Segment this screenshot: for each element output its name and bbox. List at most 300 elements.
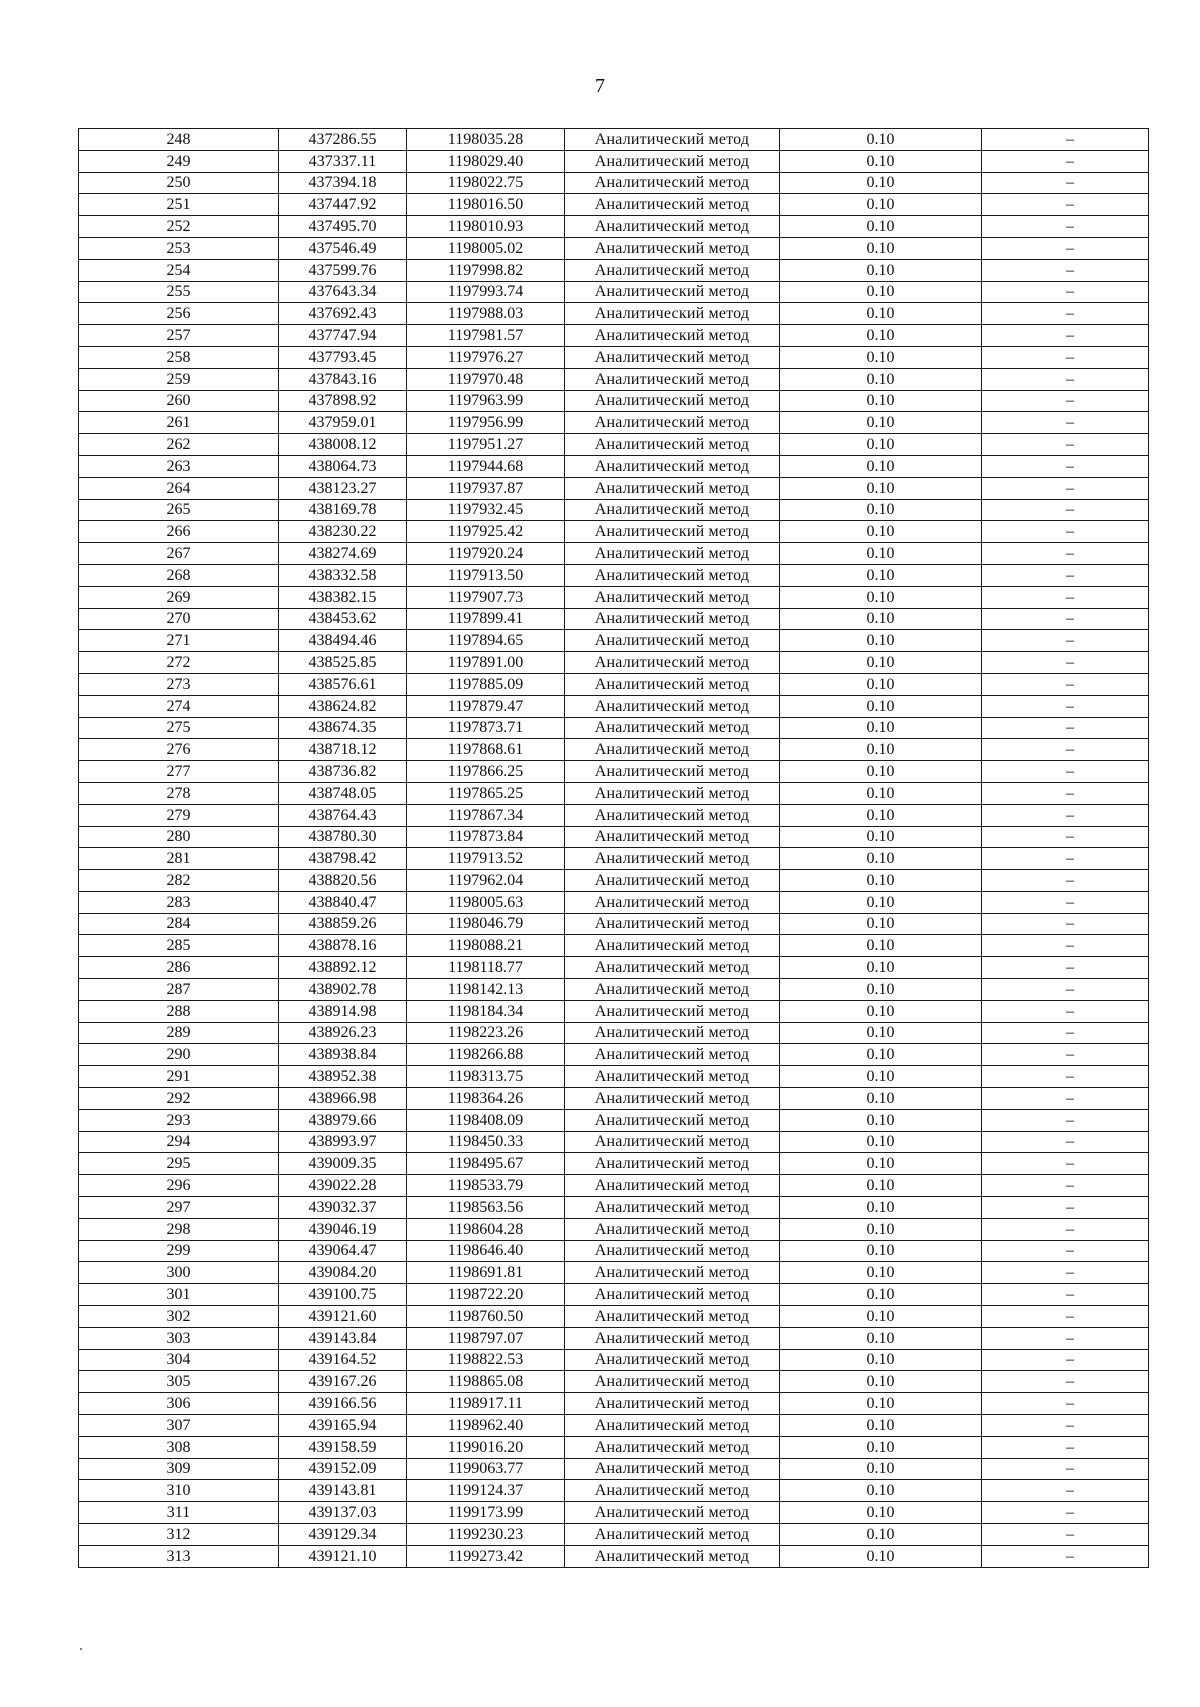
point-number-cell: 254: [79, 259, 279, 281]
y-coordinate-cell: 1199273.42: [407, 1545, 565, 1567]
accuracy-cell: 0.10: [780, 303, 982, 325]
x-coordinate-cell: 438576.61: [279, 673, 407, 695]
y-coordinate-cell: 1199230.23: [407, 1524, 565, 1546]
method-cell: Аналитический метод: [565, 717, 780, 739]
point-number-cell: 305: [79, 1371, 279, 1393]
x-coordinate-cell: 438914.98: [279, 1000, 407, 1022]
x-coordinate-cell: 439009.35: [279, 1153, 407, 1175]
table-row: [79, 586, 1149, 608]
accuracy-cell: 0.10: [780, 1044, 982, 1066]
method-cell: Аналитический метод: [565, 1022, 780, 1044]
note-cell: –: [982, 325, 1149, 347]
y-coordinate-cell: 1197867.34: [407, 804, 565, 826]
point-number-cell: 259: [79, 368, 279, 390]
method-cell: Аналитический метод: [565, 1131, 780, 1153]
table-row: [79, 499, 1149, 521]
method-cell: Аналитический метод: [565, 739, 780, 761]
method-cell: Аналитический метод: [565, 935, 780, 957]
table-row: [79, 935, 1149, 957]
x-coordinate-cell: 438764.43: [279, 804, 407, 826]
x-coordinate-cell: 438993.97: [279, 1131, 407, 1153]
accuracy-cell: 0.10: [780, 390, 982, 412]
method-cell: Аналитический метод: [565, 695, 780, 717]
note-cell: –: [982, 1349, 1149, 1371]
note-cell: –: [982, 194, 1149, 216]
table-row: [79, 695, 1149, 717]
method-cell: Аналитический метод: [565, 1000, 780, 1022]
note-cell: –: [982, 957, 1149, 979]
accuracy-cell: 0.10: [780, 1436, 982, 1458]
note-cell: –: [982, 1415, 1149, 1437]
table-row: [79, 1480, 1149, 1502]
note-cell: –: [982, 521, 1149, 543]
method-cell: Аналитический метод: [565, 303, 780, 325]
accuracy-cell: 0.10: [780, 1153, 982, 1175]
x-coordinate-cell: 437495.70: [279, 216, 407, 238]
method-cell: Аналитический метод: [565, 434, 780, 456]
note-cell: –: [982, 346, 1149, 368]
y-coordinate-cell: 1198022.75: [407, 172, 565, 194]
method-cell: Аналитический метод: [565, 1349, 780, 1371]
note-cell: –: [982, 1327, 1149, 1349]
y-coordinate-cell: 1199173.99: [407, 1502, 565, 1524]
point-number-cell: 253: [79, 237, 279, 259]
point-number-cell: 286: [79, 957, 279, 979]
note-cell: –: [982, 1262, 1149, 1284]
table-row: [79, 434, 1149, 456]
accuracy-cell: 0.10: [780, 564, 982, 586]
point-number-cell: 252: [79, 216, 279, 238]
method-cell: Аналитический метод: [565, 913, 780, 935]
point-number-cell: 265: [79, 499, 279, 521]
x-coordinate-cell: 438780.30: [279, 826, 407, 848]
y-coordinate-cell: 1198046.79: [407, 913, 565, 935]
table-row: [79, 717, 1149, 739]
x-coordinate-cell: 438798.42: [279, 848, 407, 870]
note-cell: –: [982, 1022, 1149, 1044]
table-row: [79, 957, 1149, 979]
method-cell: Аналитический метод: [565, 172, 780, 194]
method-cell: Аналитический метод: [565, 848, 780, 870]
x-coordinate-cell: 439129.34: [279, 1524, 407, 1546]
y-coordinate-cell: 1197866.25: [407, 761, 565, 783]
y-coordinate-cell: 1197899.41: [407, 608, 565, 630]
x-coordinate-cell: 437793.45: [279, 346, 407, 368]
table-row: [79, 216, 1149, 238]
point-number-cell: 272: [79, 652, 279, 674]
table-row: [79, 1218, 1149, 1240]
point-number-cell: 293: [79, 1109, 279, 1131]
point-number-cell: 251: [79, 194, 279, 216]
method-cell: Аналитический метод: [565, 1327, 780, 1349]
note-cell: –: [982, 1436, 1149, 1458]
y-coordinate-cell: 1197925.42: [407, 521, 565, 543]
method-cell: Аналитический метод: [565, 564, 780, 586]
point-number-cell: 263: [79, 455, 279, 477]
table-row: [79, 630, 1149, 652]
point-number-cell: 267: [79, 543, 279, 565]
note-cell: –: [982, 259, 1149, 281]
point-number-cell: 256: [79, 303, 279, 325]
x-coordinate-cell: 438274.69: [279, 543, 407, 565]
table-row: [79, 913, 1149, 935]
coordinates-table: [78, 128, 1149, 1568]
note-cell: –: [982, 281, 1149, 303]
x-coordinate-cell: 438718.12: [279, 739, 407, 761]
table-row: [79, 172, 1149, 194]
y-coordinate-cell: 1198118.77: [407, 957, 565, 979]
table-row: [79, 1349, 1149, 1371]
y-coordinate-cell: 1197891.00: [407, 652, 565, 674]
note-cell: –: [982, 455, 1149, 477]
x-coordinate-cell: 438938.84: [279, 1044, 407, 1066]
point-number-cell: 276: [79, 739, 279, 761]
point-number-cell: 301: [79, 1284, 279, 1306]
accuracy-cell: 0.10: [780, 129, 982, 151]
table-row: [79, 1458, 1149, 1480]
y-coordinate-cell: 1198010.93: [407, 216, 565, 238]
table-row: [79, 1000, 1149, 1022]
point-number-cell: 255: [79, 281, 279, 303]
table-row: [79, 1502, 1149, 1524]
point-number-cell: 283: [79, 891, 279, 913]
point-number-cell: 275: [79, 717, 279, 739]
y-coordinate-cell: 1197913.52: [407, 848, 565, 870]
x-coordinate-cell: 437843.16: [279, 368, 407, 390]
y-coordinate-cell: 1198364.26: [407, 1088, 565, 1110]
accuracy-cell: 0.10: [780, 259, 982, 281]
point-number-cell: 284: [79, 913, 279, 935]
point-number-cell: 312: [79, 1524, 279, 1546]
x-coordinate-cell: 439046.19: [279, 1218, 407, 1240]
point-number-cell: 297: [79, 1197, 279, 1219]
x-coordinate-cell: 439032.37: [279, 1197, 407, 1219]
x-coordinate-cell: 439166.56: [279, 1393, 407, 1415]
x-coordinate-cell: 438008.12: [279, 434, 407, 456]
y-coordinate-cell: 1197988.03: [407, 303, 565, 325]
method-cell: Аналитический метод: [565, 1175, 780, 1197]
y-coordinate-cell: 1198691.81: [407, 1262, 565, 1284]
point-number-cell: 291: [79, 1066, 279, 1088]
x-coordinate-cell: 439084.20: [279, 1262, 407, 1284]
point-number-cell: 310: [79, 1480, 279, 1502]
accuracy-cell: 0.10: [780, 543, 982, 565]
point-number-cell: 268: [79, 564, 279, 586]
x-coordinate-cell: 439121.60: [279, 1306, 407, 1328]
y-coordinate-cell: 1197981.57: [407, 325, 565, 347]
x-coordinate-cell: 438624.82: [279, 695, 407, 717]
method-cell: Аналитический метод: [565, 1109, 780, 1131]
accuracy-cell: 0.10: [780, 368, 982, 390]
x-coordinate-cell: 438674.35: [279, 717, 407, 739]
x-coordinate-cell: 439167.26: [279, 1371, 407, 1393]
y-coordinate-cell: 1197963.99: [407, 390, 565, 412]
method-cell: Аналитический метод: [565, 586, 780, 608]
x-coordinate-cell: 439143.84: [279, 1327, 407, 1349]
x-coordinate-cell: 438926.23: [279, 1022, 407, 1044]
x-coordinate-cell: 439143.81: [279, 1480, 407, 1502]
accuracy-cell: 0.10: [780, 739, 982, 761]
method-cell: Аналитический метод: [565, 455, 780, 477]
x-coordinate-cell: 437337.11: [279, 150, 407, 172]
method-cell: Аналитический метод: [565, 979, 780, 1001]
method-cell: Аналитический метод: [565, 826, 780, 848]
accuracy-cell: 0.10: [780, 1022, 982, 1044]
accuracy-cell: 0.10: [780, 1306, 982, 1328]
table-body: [79, 129, 1149, 1568]
y-coordinate-cell: 1198005.02: [407, 237, 565, 259]
point-number-cell: 285: [79, 935, 279, 957]
accuracy-cell: 0.10: [780, 1000, 982, 1022]
table-row: [79, 477, 1149, 499]
x-coordinate-cell: 438525.85: [279, 652, 407, 674]
table-row: [79, 1088, 1149, 1110]
y-coordinate-cell: 1197937.87: [407, 477, 565, 499]
note-cell: –: [982, 695, 1149, 717]
table-row: [79, 455, 1149, 477]
y-coordinate-cell: 1198266.88: [407, 1044, 565, 1066]
accuracy-cell: 0.10: [780, 891, 982, 913]
note-cell: –: [982, 1131, 1149, 1153]
accuracy-cell: 0.10: [780, 1175, 982, 1197]
x-coordinate-cell: 438123.27: [279, 477, 407, 499]
note-cell: –: [982, 848, 1149, 870]
y-coordinate-cell: 1198184.34: [407, 1000, 565, 1022]
accuracy-cell: 0.10: [780, 1066, 982, 1088]
note-cell: –: [982, 935, 1149, 957]
table-row: [79, 826, 1149, 848]
method-cell: Аналитический метод: [565, 346, 780, 368]
table-row: [79, 390, 1149, 412]
y-coordinate-cell: 1197920.24: [407, 543, 565, 565]
note-cell: –: [982, 782, 1149, 804]
y-coordinate-cell: 1198088.21: [407, 935, 565, 957]
point-number-cell: 277: [79, 761, 279, 783]
accuracy-cell: 0.10: [780, 1218, 982, 1240]
accuracy-cell: 0.10: [780, 346, 982, 368]
note-cell: –: [982, 1306, 1149, 1328]
note-cell: –: [982, 129, 1149, 151]
method-cell: Аналитический метод: [565, 1066, 780, 1088]
point-number-cell: 257: [79, 325, 279, 347]
method-cell: Аналитический метод: [565, 1306, 780, 1328]
method-cell: Аналитический метод: [565, 1088, 780, 1110]
method-cell: Аналитический метод: [565, 1480, 780, 1502]
y-coordinate-cell: 1197932.45: [407, 499, 565, 521]
y-coordinate-cell: 1198722.20: [407, 1284, 565, 1306]
table-row: [79, 652, 1149, 674]
point-number-cell: 281: [79, 848, 279, 870]
note-cell: –: [982, 652, 1149, 674]
y-coordinate-cell: 1197873.71: [407, 717, 565, 739]
scan-dot: [80, 1648, 82, 1650]
table-row: [79, 1284, 1149, 1306]
x-coordinate-cell: 438230.22: [279, 521, 407, 543]
y-coordinate-cell: 1199063.77: [407, 1458, 565, 1480]
point-number-cell: 292: [79, 1088, 279, 1110]
x-coordinate-cell: 438494.46: [279, 630, 407, 652]
note-cell: –: [982, 543, 1149, 565]
y-coordinate-cell: 1198604.28: [407, 1218, 565, 1240]
x-coordinate-cell: 439064.47: [279, 1240, 407, 1262]
point-number-cell: 261: [79, 412, 279, 434]
accuracy-cell: 0.10: [780, 761, 982, 783]
point-number-cell: 303: [79, 1327, 279, 1349]
y-coordinate-cell: 1197907.73: [407, 586, 565, 608]
note-cell: –: [982, 1502, 1149, 1524]
point-number-cell: 288: [79, 1000, 279, 1022]
y-coordinate-cell: 1198016.50: [407, 194, 565, 216]
x-coordinate-cell: 438748.05: [279, 782, 407, 804]
table-row: [79, 237, 1149, 259]
point-number-cell: 308: [79, 1436, 279, 1458]
table-row: [79, 1197, 1149, 1219]
accuracy-cell: 0.10: [780, 804, 982, 826]
method-cell: Аналитический метод: [565, 281, 780, 303]
accuracy-cell: 0.10: [780, 608, 982, 630]
method-cell: Аналитический метод: [565, 1371, 780, 1393]
method-cell: Аналитический метод: [565, 782, 780, 804]
note-cell: –: [982, 1066, 1149, 1088]
y-coordinate-cell: 1198797.07: [407, 1327, 565, 1349]
x-coordinate-cell: 437394.18: [279, 172, 407, 194]
y-coordinate-cell: 1198142.13: [407, 979, 565, 1001]
table-row: [79, 870, 1149, 892]
note-cell: –: [982, 499, 1149, 521]
accuracy-cell: 0.10: [780, 913, 982, 935]
table-row: [79, 1415, 1149, 1437]
point-number-cell: 302: [79, 1306, 279, 1328]
y-coordinate-cell: 1197873.84: [407, 826, 565, 848]
table-row: [79, 1524, 1149, 1546]
point-number-cell: 279: [79, 804, 279, 826]
note-cell: –: [982, 608, 1149, 630]
x-coordinate-cell: 438064.73: [279, 455, 407, 477]
note-cell: –: [982, 1109, 1149, 1131]
point-number-cell: 282: [79, 870, 279, 892]
y-coordinate-cell: 1198822.53: [407, 1349, 565, 1371]
table-row: [79, 1240, 1149, 1262]
accuracy-cell: 0.10: [780, 1109, 982, 1131]
method-cell: Аналитический метод: [565, 891, 780, 913]
note-cell: –: [982, 1153, 1149, 1175]
method-cell: Аналитический метод: [565, 1524, 780, 1546]
table-row: [79, 1153, 1149, 1175]
y-coordinate-cell: 1198495.67: [407, 1153, 565, 1175]
note-cell: –: [982, 1458, 1149, 1480]
accuracy-cell: 0.10: [780, 673, 982, 695]
y-coordinate-cell: 1198029.40: [407, 150, 565, 172]
accuracy-cell: 0.10: [780, 979, 982, 1001]
method-cell: Аналитический метод: [565, 1153, 780, 1175]
accuracy-cell: 0.10: [780, 848, 982, 870]
y-coordinate-cell: 1198865.08: [407, 1371, 565, 1393]
table-row: [79, 848, 1149, 870]
note-cell: –: [982, 739, 1149, 761]
accuracy-cell: 0.10: [780, 1088, 982, 1110]
x-coordinate-cell: 438382.15: [279, 586, 407, 608]
table-row: [79, 1066, 1149, 1088]
x-coordinate-cell: 438859.26: [279, 913, 407, 935]
point-number-cell: 295: [79, 1153, 279, 1175]
note-cell: –: [982, 237, 1149, 259]
x-coordinate-cell: 438979.66: [279, 1109, 407, 1131]
table-row: [79, 325, 1149, 347]
note-cell: –: [982, 172, 1149, 194]
y-coordinate-cell: 1198005.63: [407, 891, 565, 913]
x-coordinate-cell: 439100.75: [279, 1284, 407, 1306]
table-row: [79, 521, 1149, 543]
point-number-cell: 296: [79, 1175, 279, 1197]
method-cell: Аналитический метод: [565, 761, 780, 783]
x-coordinate-cell: 439158.59: [279, 1436, 407, 1458]
point-number-cell: 309: [79, 1458, 279, 1480]
table-row: [79, 564, 1149, 586]
method-cell: Аналитический метод: [565, 477, 780, 499]
point-number-cell: 307: [79, 1415, 279, 1437]
point-number-cell: 289: [79, 1022, 279, 1044]
table-row: [79, 194, 1149, 216]
point-number-cell: 274: [79, 695, 279, 717]
y-coordinate-cell: 1199016.20: [407, 1436, 565, 1458]
x-coordinate-cell: 437959.01: [279, 412, 407, 434]
method-cell: Аналитический метод: [565, 259, 780, 281]
accuracy-cell: 0.10: [780, 412, 982, 434]
note-cell: –: [982, 1545, 1149, 1567]
y-coordinate-cell: 1197998.82: [407, 259, 565, 281]
method-cell: Аналитический метод: [565, 673, 780, 695]
accuracy-cell: 0.10: [780, 1327, 982, 1349]
method-cell: Аналитический метод: [565, 237, 780, 259]
method-cell: Аналитический метод: [565, 1545, 780, 1567]
note-cell: –: [982, 1240, 1149, 1262]
table-row: [79, 259, 1149, 281]
accuracy-cell: 0.10: [780, 935, 982, 957]
method-cell: Аналитический метод: [565, 1262, 780, 1284]
table-row: [79, 1022, 1149, 1044]
y-coordinate-cell: 1199124.37: [407, 1480, 565, 1502]
table-row: [79, 1327, 1149, 1349]
table-row: [79, 1131, 1149, 1153]
accuracy-cell: 0.10: [780, 455, 982, 477]
y-coordinate-cell: 1198223.26: [407, 1022, 565, 1044]
note-cell: –: [982, 913, 1149, 935]
x-coordinate-cell: 439137.03: [279, 1502, 407, 1524]
y-coordinate-cell: 1198760.50: [407, 1306, 565, 1328]
x-coordinate-cell: 438453.62: [279, 608, 407, 630]
x-coordinate-cell: 438902.78: [279, 979, 407, 1001]
point-number-cell: 290: [79, 1044, 279, 1066]
accuracy-cell: 0.10: [780, 172, 982, 194]
method-cell: Аналитический метод: [565, 870, 780, 892]
table-row: [79, 782, 1149, 804]
note-cell: –: [982, 303, 1149, 325]
y-coordinate-cell: 1197951.27: [407, 434, 565, 456]
note-cell: –: [982, 368, 1149, 390]
note-cell: –: [982, 150, 1149, 172]
x-coordinate-cell: 438840.47: [279, 891, 407, 913]
table-row: [79, 412, 1149, 434]
point-number-cell: 311: [79, 1502, 279, 1524]
note-cell: –: [982, 804, 1149, 826]
table-row: [79, 543, 1149, 565]
y-coordinate-cell: 1198450.33: [407, 1131, 565, 1153]
note-cell: –: [982, 979, 1149, 1001]
method-cell: Аналитический метод: [565, 1458, 780, 1480]
table-row: [79, 761, 1149, 783]
note-cell: –: [982, 412, 1149, 434]
x-coordinate-cell: 437692.43: [279, 303, 407, 325]
